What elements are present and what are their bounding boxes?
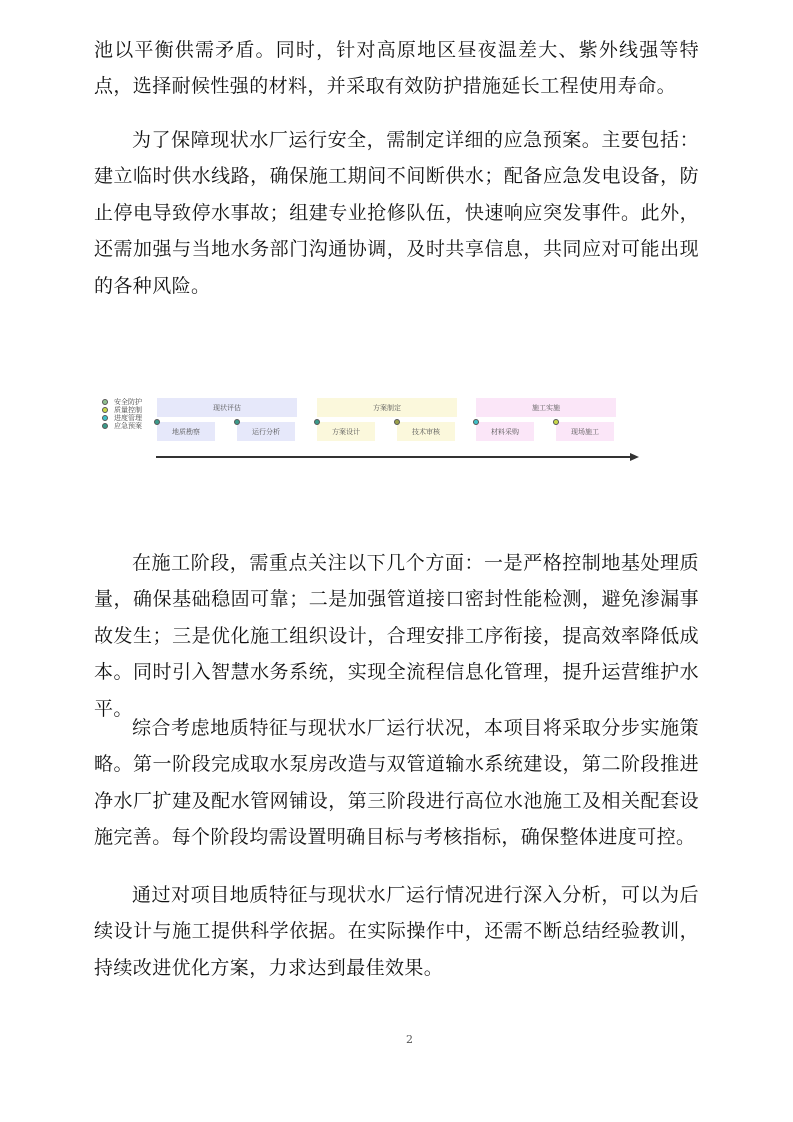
paragraph-2: 为了保障现状水厂运行安全，需制定详细的应急预案。主要包括：建立临时供水线路，确保施工期间不间断供水；配备应急发电设备，防止停电导致停水事故；组建专业抢修队伍，快速响应突发事件。此外，还需加强与当地水务部门沟通协调，及时共享信息，共同应对可能出现的各种风险。	[94, 129, 699, 297]
paragraph-5: 通过对项目地质特征与现状水厂运行情况进行深入分析，可以为后续设计与施工提供科学依据。在实际操作中，还需不断总结经验教训，持续改进优化方案，力求达到最佳效果。	[94, 884, 699, 979]
arrow-right-icon	[630, 453, 639, 461]
phase-group-3	[476, 398, 616, 450]
phase-title: 现状评估	[157, 398, 297, 417]
legend-dot-icon	[102, 407, 108, 413]
paragraph-1: 池以平衡供需矛盾。同时，针对高原地区昼夜温差大、紫外线强等特点，选择耐候性强的材料，并采取有效防护措施延长工程使用寿命。	[94, 39, 699, 98]
phase-task	[237, 422, 295, 441]
task-marker-icon	[553, 419, 559, 425]
legend-item	[102, 414, 142, 422]
diagram-legend	[102, 398, 142, 430]
task-label: 地质勘察	[172, 427, 200, 436]
task-label: 方案设计	[332, 427, 360, 436]
phase-group-1	[157, 398, 297, 450]
phase-task	[397, 422, 455, 441]
task-marker-icon	[394, 419, 400, 425]
task-label: 现场施工	[571, 427, 599, 436]
page-number: 2	[406, 1033, 413, 1046]
task-marker-icon	[473, 419, 479, 425]
task-label: 技术审核	[412, 427, 440, 436]
legend-item	[102, 406, 142, 414]
legend-label: 质量控制	[114, 406, 142, 414]
task-marker-icon	[154, 419, 160, 425]
timeline-axis	[156, 456, 630, 458]
phase-title: 方案制定	[317, 398, 457, 417]
legend-label: 进度管理	[114, 414, 142, 422]
phase-task	[556, 422, 614, 441]
legend-item	[102, 398, 142, 406]
task-marker-icon	[314, 419, 320, 425]
legend-item	[102, 422, 142, 430]
phase-task	[476, 422, 534, 441]
legend-dot-icon	[102, 423, 108, 429]
phase-task	[157, 422, 215, 441]
phase-timeline-diagram	[94, 390, 654, 480]
phase-task	[317, 422, 375, 441]
phase-title: 施工实施	[476, 398, 616, 417]
legend-dot-icon	[102, 415, 108, 421]
task-marker-icon	[234, 419, 240, 425]
paragraph-3: 在施工阶段，需重点关注以下几个方面：一是严格控制地基处理质量，确保基础稳固可靠；二是加强管道接口密封性能检测，避免渗漏事故发生；三是优化施工组织设计，合理安排工序衔接，提高效率降低成本。同时引入智慧水务系统，实现全流程信息化管理，提升运营维护水平。	[94, 552, 699, 720]
legend-label: 应急预案	[114, 422, 142, 430]
task-label: 运行分析	[252, 427, 280, 436]
task-label: 材料采购	[491, 427, 519, 436]
phase-group-2	[317, 398, 457, 450]
paragraph-4: 综合考虑地质特征与现状水厂运行状况，本项目将采取分步实施策略。第一阶段完成取水泵房改造与双管道输水系统建设，第二阶段推进净水厂扩建及配水管网铺设，第三阶段进行高位水池施工及相关配套设施完善。每个阶段均需设置明确目标与考核指标，确保整体进度可控。	[94, 717, 699, 849]
legend-dot-icon	[102, 399, 108, 405]
legend-label: 安全防护	[114, 398, 142, 406]
